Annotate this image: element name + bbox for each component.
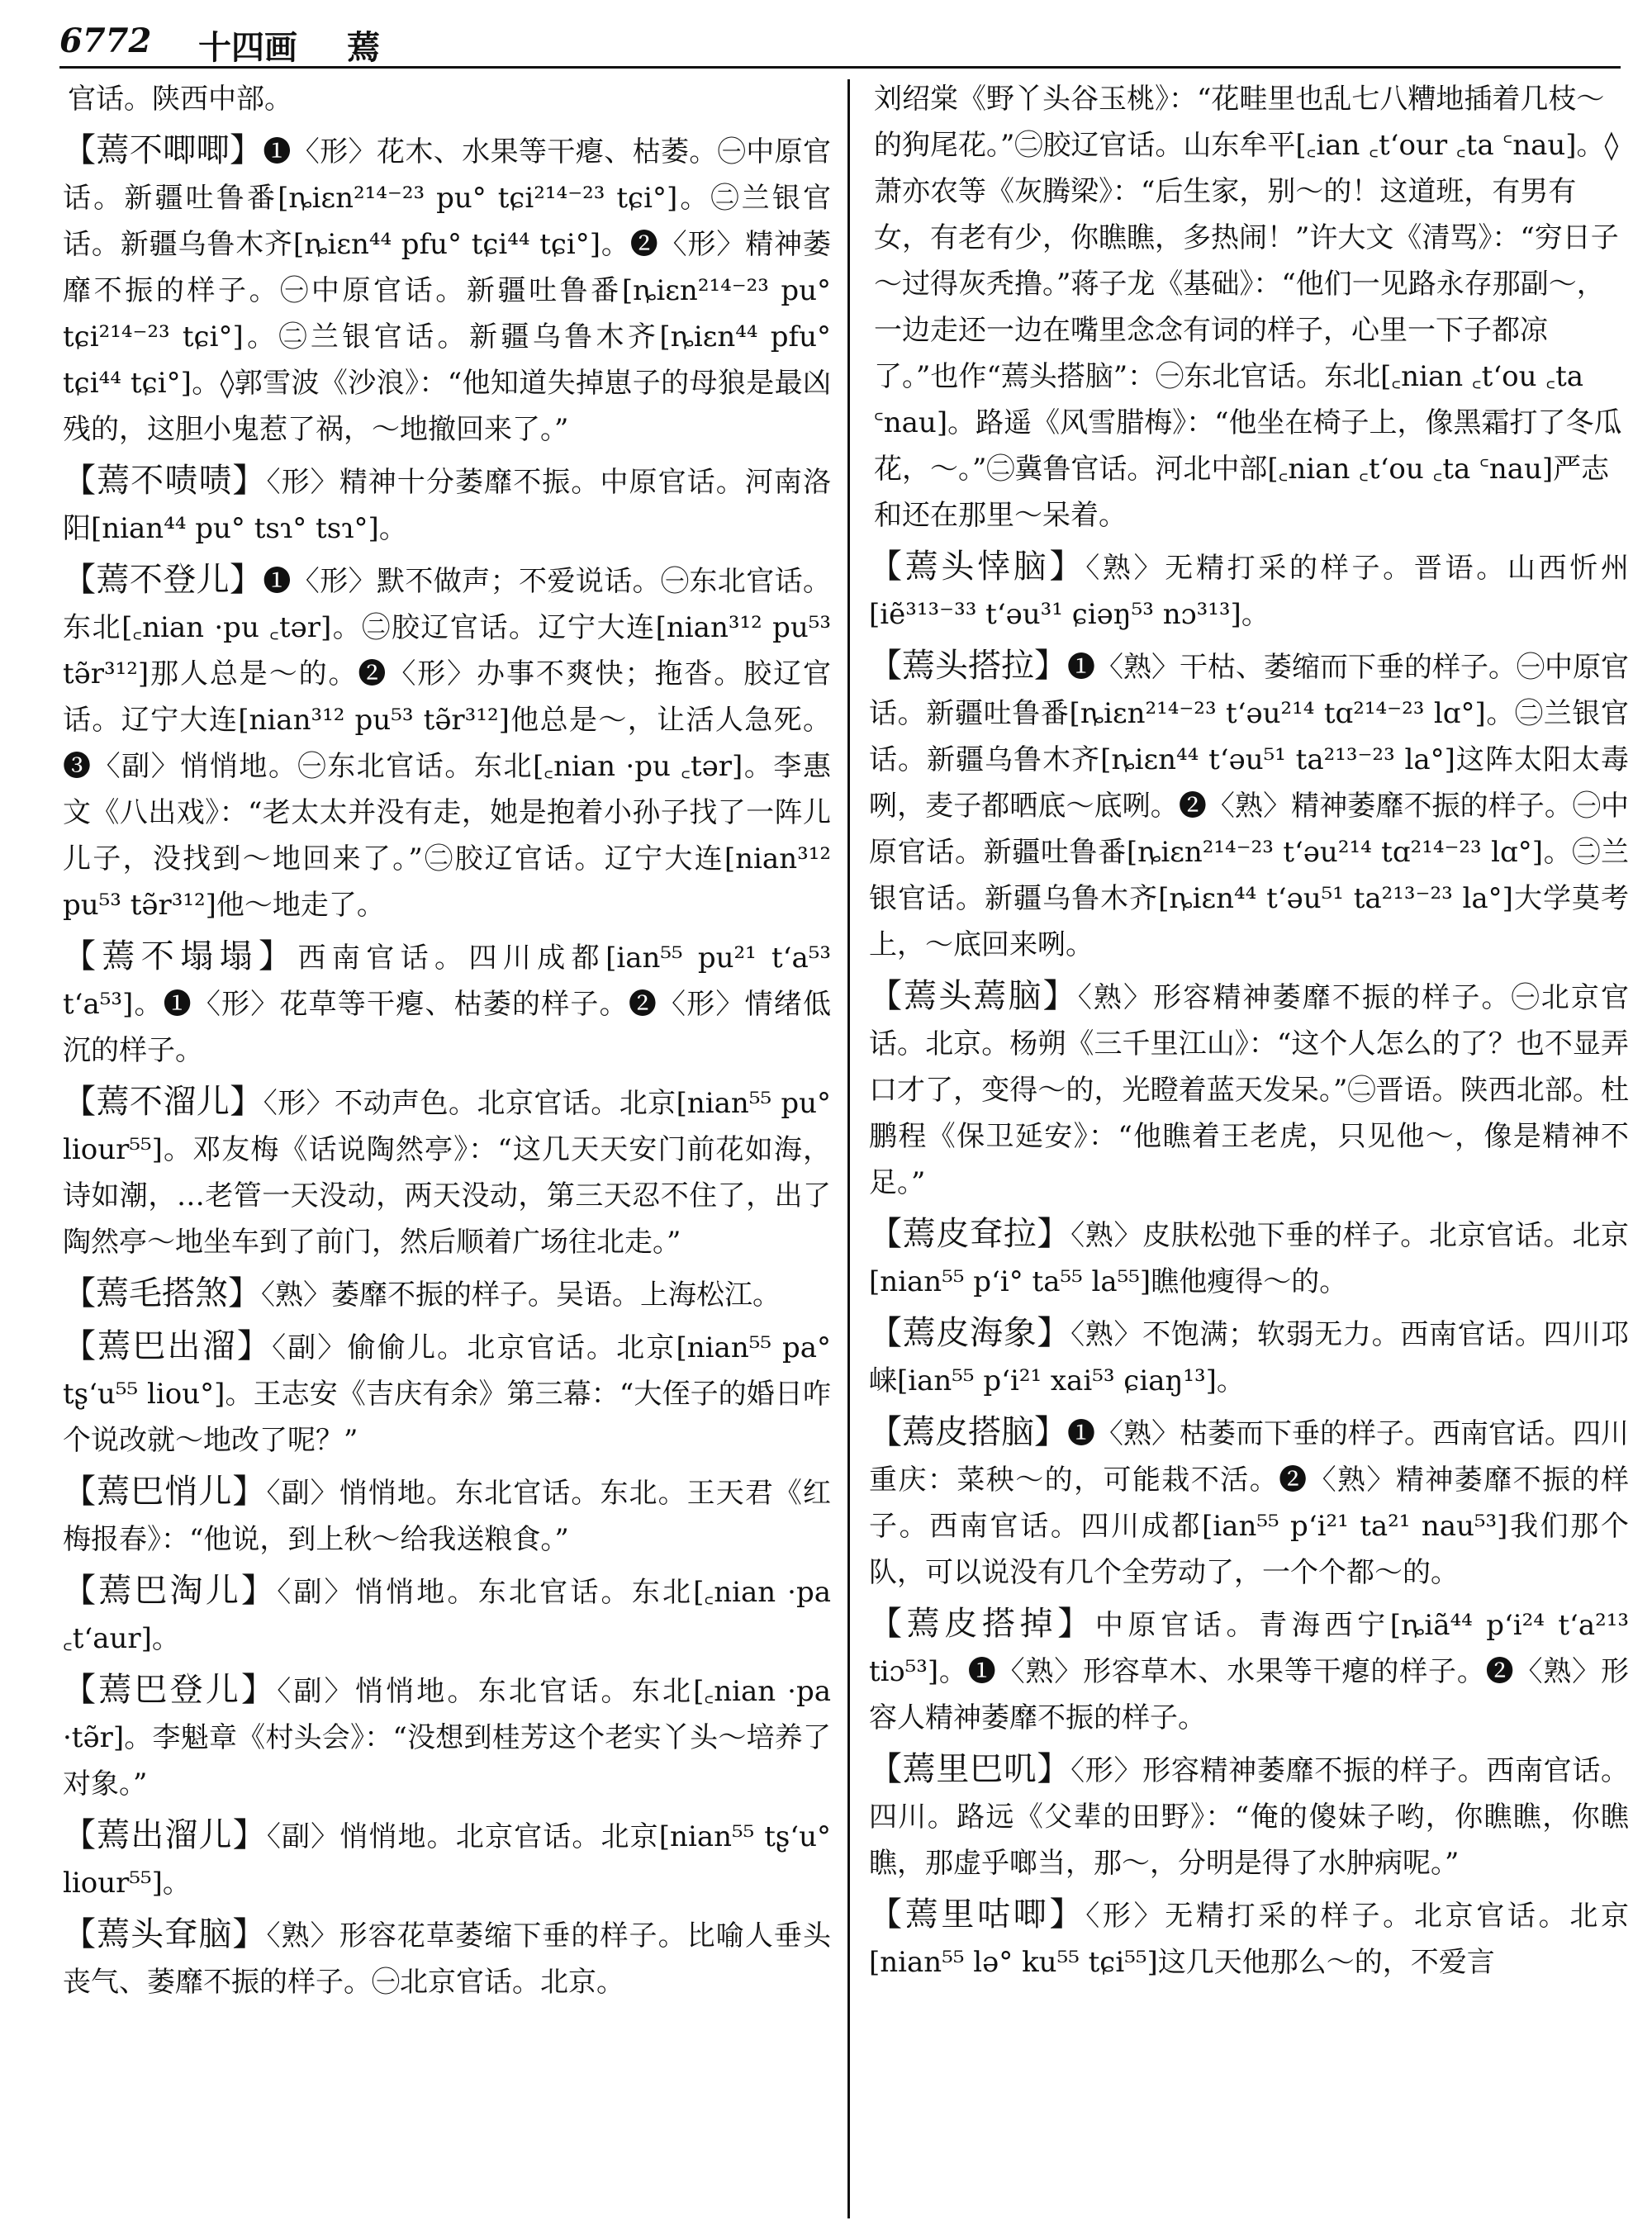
entry-headword: 【蔫不登儿】: [63, 561, 263, 599]
right-column: [869, 76, 1629, 2223]
entry-text: 〈熟〉无精打采的样子。晋语。山西忻州[iẽ³¹³⁻³³ tʻəu³¹ ɕiəŋ⁵³ nɔ³¹³]。: [869, 552, 1629, 631]
dictionary-entry: [63, 127, 831, 453]
entry-headword: 【蔫头耷脑】: [63, 1915, 267, 1953]
column-divider: [847, 79, 850, 2218]
entry-text: 〈熟〉形容精神萎靡不振的样子。㊀北京官话。北京。杨朔《三千里江山》：“这个人怎么的了？也不显弄口才了，变得～的，光瞪着蓝天发呆。”㊁晋语。陕西北部。杜鹏程《保卫延安》：“他瞧着王老虎，只见他～，像是精神不足。”: [869, 981, 1629, 1199]
dictionary-entry: [63, 1667, 831, 1807]
entry-headword: 【蔫巴淘儿】: [63, 1572, 278, 1610]
entry-text: 〈形〉不动声色。北京官话。北京[nian⁵⁵ pu° liour⁵⁵]。邓友梅《话说陶然亭》：“这几天天安门前花如海，诗如潮，…老管一天没动，两天没动，第三天忍不住了，出了陶然亭～地坐车到了前门，然后顺着广场往北走。”: [63, 1087, 831, 1259]
entry-text: 〈副〉悄悄地。东北官话。东北[꜀nian ·pa ꜀tʻaur]。: [63, 1576, 831, 1655]
entry-headword: 【蔫不啧啧】: [63, 462, 267, 500]
entry-text: ❶〈形〉花木、水果等干瘪、枯萎。㊀中原官话。新疆吐鲁番[ȵiɛn²¹⁴⁻²³ pu° tɕi²¹⁴⁻²³ tɕi°]。㊁兰银官话。新疆乌鲁木齐[ȵiɛn⁴⁴ pfu° tɕi⁴⁴ tɕi°]。❷〈形〉精神萎靡不振的样子。㊀中原官话。新疆吐鲁番[ȵiɛn²¹⁴⁻²³ pu° tɕi²¹⁴⁻²³ tɕi°]。㊁兰银官话。新疆乌鲁木齐[ȵiɛn⁴⁴ pfu° tɕi⁴⁴ tɕi°]。◊郭雪波《沙浪》：“他知道失掉崽子的母狼是最凶残的，这胆小鬼惹了祸，～地撤回来了。”: [63, 135, 831, 446]
dictionary-entry: [63, 1911, 831, 2005]
dictionary-entry: [869, 973, 1629, 1206]
entry-headword: 【蔫不溜儿】: [63, 1083, 263, 1121]
entry-headword: 【蔫皮搭脑】: [869, 1413, 1067, 1451]
entry-text: 中原官话。青海西宁[ȵiã⁴⁴ pʻi²⁴ tʻa²¹³ tiɔ⁵³]。❶〈熟〉形容草木、水果等干瘪的样子。❷〈熟〉形容人精神萎靡不振的样子。: [869, 1609, 1629, 1734]
stroke-section: 十四画: [198, 28, 297, 67]
dictionary-entry: [63, 1468, 831, 1563]
entry-headword: 【蔫皮搭掉】: [869, 1605, 1095, 1643]
entry-headword: 【蔫巴登儿】: [63, 1671, 278, 1709]
entry-headword: 【蔫皮海象】: [869, 1314, 1071, 1352]
dictionary-entry: [869, 643, 1629, 968]
entry-text: 〈熟〉皮肤松弛下垂的样子。北京官话。北京[nian⁵⁵ pʻi° ta⁵⁵ la⁵⁵]瞧他瘦得～的。: [869, 1219, 1629, 1298]
dictionary-entry: [63, 1270, 831, 1318]
entry-text: 〈形〉无精打采的样子。北京官话。北京[nian⁵⁵ lə° ku⁵⁵ tɕi⁵⁵]这几天他那么～的，不爱言: [869, 1900, 1629, 1979]
entry-text: ❶〈熟〉枯萎而下垂的样子。西南官话。四川重庆：菜秧～的，可能栽不活。❷〈熟〉精神萎靡不振的样子。西南官话。四川成都[ian⁵⁵ pʻi²¹ ta²¹ nau⁵³]我们那个队，可以说没有几个全劳动了，一个个都～的。: [869, 1417, 1629, 1589]
entry-text: 西南官话。四川成都[ian⁵⁵ pu²¹ tʻa⁵³ tʻa⁵³]。❶〈形〉花草等干瘪、枯萎的样子。❷〈形〉情绪低沉的样子。: [63, 942, 831, 1067]
entry-text: 〈熟〉萎靡不振的样子。吴语。上海松江。: [261, 1279, 781, 1312]
entry-headword: 【蔫皮耷拉】: [869, 1215, 1071, 1253]
dictionary-entry: [63, 76, 831, 122]
dictionary-entry: [869, 1746, 1629, 1886]
dictionary-entry: [63, 1568, 831, 1662]
dictionary-entry: [63, 1812, 831, 1906]
head-character: 蔫: [347, 28, 380, 67]
entry-headword: 【蔫出溜儿】: [63, 1816, 267, 1854]
entry-headword: 【蔫不塌塌】: [63, 937, 298, 975]
dictionary-entry: [869, 1601, 1629, 1741]
entry-text: ❶〈形〉默不做声；不爱说话。㊀东北官话。东北[꜀nian ·pu ꜀tər]。㊁胶辽官话。辽宁大连[nian³¹² pu⁵³ tə̃r³¹²]那人总是～的。❷〈形〉办事不爽快；拖沓。胶辽官话。辽宁大连[nian³¹² pu⁵³ tə̃r³¹²]他总是～，让活人急死。❸〈副〉悄悄地。㊀东北官话。东北[꜀nian ·pu ꜀tər]。李惠文《八出戏》：“老太太并没有走，她是抱着小孙子找了一阵儿儿子，没找到～地回来了。”㊁胶辽官话。辽宁大连[nian³¹² pu⁵³ tə̃r³¹²]他～地走了。: [63, 565, 831, 922]
entry-headword: 【蔫头蔫脑】: [869, 977, 1078, 1015]
entry-text: 〈副〉偷偷儿。北京官话。北京[nian⁵⁵ pa° tʂʻu⁵⁵ liou°]。王志安《吉庆有余》第三幕：“大侄子的婚日咋个说改就～地改了呢？”: [63, 1331, 831, 1457]
dictionary-entry: [869, 543, 1629, 638]
entry-text: ❶〈熟〉干枯、萎缩而下垂的样子。㊀中原官话。新疆吐鲁番[ȵiɛn²¹⁴⁻²³ tʻəu²¹⁴ tɑ²¹⁴⁻²³ lɑ°]。㊁兰银官话。新疆乌鲁木齐[ȵiɛn⁴⁴ tʻəu⁵¹ ta²¹³⁻²³ la°]这阵太阳太毒咧，麦子都晒底～底咧。❷〈熟〉精神萎靡不振的样子。㊀中原官话。新疆吐鲁番[ȵiɛn²¹⁴⁻²³ tʻəu²¹⁴ tɑ²¹⁴⁻²³ lɑ°]。㊁兰银官话。新疆乌鲁木齐[ȵiɛn⁴⁴ tʻəu⁵¹ ta²¹³⁻²³ la°]大学莫考上，～底回来咧。: [869, 651, 1629, 961]
entry-headword: 【蔫毛搭煞】: [63, 1274, 261, 1312]
entry-text: 〈副〉悄悄地。东北官话。东北。王天君《红梅报春》：“他说，到上秋～给我送粮食。”: [63, 1477, 831, 1556]
entry-headword: 【蔫巴出溜】: [63, 1327, 273, 1365]
entry-headword: 【蔫里咕唧】: [869, 1896, 1086, 1933]
page-number: 6772: [59, 21, 152, 60]
dictionary-entry: [869, 1409, 1629, 1596]
entry-headword: 【蔫巴悄儿】: [63, 1473, 267, 1511]
left-column: [63, 76, 831, 2223]
dictionary-entry: [869, 1891, 1629, 1986]
entry-headword: 【蔫头悻脑】: [869, 548, 1086, 586]
entry-text: 〈形〉精神十分萎靡不振。中原官话。河南洛阳[nian⁴⁴ pu° tsɿ° tsɿ°]。: [63, 466, 831, 545]
dictionary-entry: [63, 1323, 831, 1464]
page-header: [59, 17, 1629, 67]
entry-text: 〈形〉形容精神萎靡不振的样子。西南官话。四川。路远《父辈的田野》：“俺的傻妹子哟，你瞧瞧，你瞧瞧，那虚乎啷当，那～，分明是得了水肿病呢。”: [869, 1754, 1629, 1880]
header-rule: [59, 66, 1621, 69]
dictionary-entry: [869, 1310, 1629, 1404]
entry-text: 〈熟〉形容花草萎缩下垂的样子。比喻人垂头丧气、萎靡不振的样子。㊀北京官话。北京。: [63, 1919, 831, 1999]
entry-text: 〈副〉悄悄地。东北官话。东北[꜀nian ·pa ·tə̃r]。李魁章《村头会》：“没想到桂芳这个老实丫头～培养了对象。”: [63, 1675, 831, 1801]
entry-headword: 【蔫头搭拉】: [869, 647, 1067, 685]
dictionary-entry: [63, 1079, 831, 1265]
entry-text: 〈副〉悄悄地。北京官话。北京[nian⁵⁵ tʂʻu° liour⁵⁵]。: [63, 1820, 831, 1900]
dictionary-entry: [63, 458, 831, 552]
entry-text: 刘绍棠《野丫头谷玉桃》：“花畦里也乱七八糟地插着几枝～的狗尾花。”㊁胶辽官话。山东牟平[꜀ian ꜀tʻour ꜀ta ꜂nau]。◊萧亦农等《灰腾梁》：“后生家，别～的！这道班，有男有女，有老有少，你瞧瞧，多热闹！”许大文《清骂》：“穷日子～过得灰秃撸。”蒋子龙《基础》：“他们一见路永存那副～，一边走还一边在嘴里念念有词的样子，心里一下子都凉了。”也作“蔫头搭脑”：㊀东北官话。东北[꜀nian ꜀tʻou ꜀ta ꜂nau]。路遥《风雪腊梅》：“他坐在椅子上，像黑霜打了冬瓜花，～。”㊁冀鲁官话。河北中部[꜀nian ꜀tʻou ꜀ta ꜂nau]严志和还在那里～呆着。: [874, 83, 1622, 532]
dictionary-entry: [869, 76, 1629, 539]
entry-text: 官话。陕西中部。: [68, 83, 292, 116]
dictionary-entry: [869, 1211, 1629, 1305]
entry-text: 〈熟〉不饱满；软弱无力。西南官话。四川邛崃[ian⁵⁵ pʻi²¹ xai⁵³ ɕiaŋ¹³]。: [869, 1318, 1629, 1397]
dictionary-entry: [63, 933, 831, 1074]
dictionary-entry: [63, 557, 831, 928]
entry-headword: 【蔫不唧唧】: [63, 131, 263, 169]
entry-headword: 【蔫里巴叽】: [869, 1750, 1071, 1788]
